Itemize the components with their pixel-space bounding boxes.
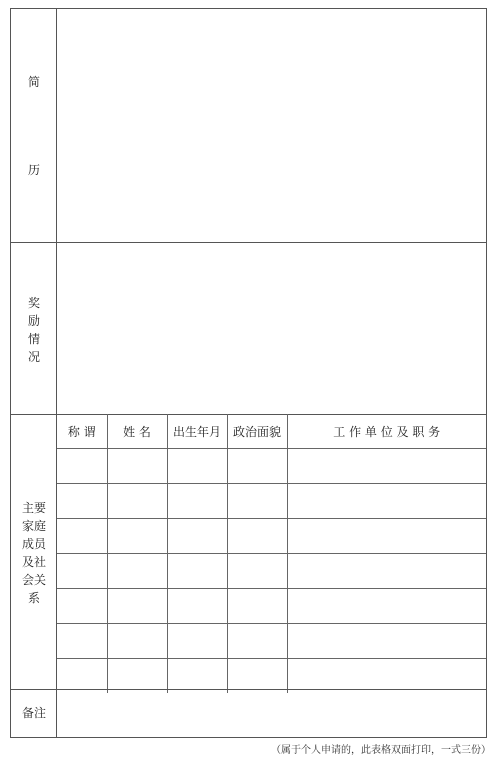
resume-content[interactable] (57, 9, 486, 242)
family-header-row (57, 414, 486, 449)
cell-name[interactable] (107, 554, 167, 589)
remarks-label-cell (11, 689, 57, 737)
table-row (57, 484, 486, 519)
remarks-label: 备注 (21, 706, 46, 720)
cell-political-status[interactable] (227, 589, 287, 624)
cell-work-unit-position[interactable] (287, 589, 486, 624)
cell-work-unit-position[interactable] (287, 554, 486, 589)
cell-work-unit-position[interactable] (287, 659, 486, 694)
awards-label-cell (11, 242, 57, 414)
cell-relation[interactable] (57, 659, 107, 694)
awards-content[interactable] (57, 242, 486, 414)
cell-political-status[interactable] (227, 624, 287, 659)
cell-name[interactable] (107, 659, 167, 694)
family-label-line-2: 家庭 (21, 519, 46, 533)
family-label-line-1: 主要 (21, 501, 46, 515)
cell-political-status[interactable] (227, 484, 287, 519)
header-name: 姓 名 (107, 414, 167, 449)
cell-political-status[interactable] (227, 449, 287, 484)
table-row (57, 449, 486, 484)
table-row (57, 589, 486, 624)
cell-name[interactable] (107, 519, 167, 554)
awards-label-char-3: 情 (27, 332, 40, 346)
family-label-line-6: 系 (27, 591, 40, 605)
cell-relation[interactable] (57, 449, 107, 484)
cell-work-unit-position[interactable] (287, 484, 486, 519)
cell-birth-date[interactable] (167, 449, 227, 484)
cell-political-status[interactable] (227, 659, 287, 694)
cell-political-status[interactable] (227, 519, 287, 554)
cell-work-unit-position[interactable] (287, 449, 486, 484)
awards-section (11, 242, 486, 414)
cell-birth-date[interactable] (167, 554, 227, 589)
table-row (57, 624, 486, 659)
cell-relation[interactable] (57, 484, 107, 519)
family-label-line-4: 及社 (21, 555, 46, 569)
cell-birth-date[interactable] (167, 589, 227, 624)
cell-relation[interactable] (57, 519, 107, 554)
table-row (57, 554, 486, 589)
cell-name[interactable] (107, 589, 167, 624)
cell-relation[interactable] (57, 554, 107, 589)
header-political-status: 政治面貌 (227, 414, 287, 449)
resume-label-char-2: 历 (27, 163, 40, 177)
cell-political-status[interactable] (227, 554, 287, 589)
cell-birth-date[interactable] (167, 519, 227, 554)
cell-work-unit-position[interactable] (287, 519, 486, 554)
family-table (57, 414, 486, 693)
cell-work-unit-position[interactable] (287, 624, 486, 659)
family-label-line-5: 会关 (21, 573, 46, 587)
cell-birth-date[interactable] (167, 484, 227, 519)
resume-section (11, 9, 486, 242)
cell-relation[interactable] (57, 589, 107, 624)
cell-name[interactable] (107, 624, 167, 659)
table-row (57, 519, 486, 554)
cell-birth-date[interactable] (167, 624, 227, 659)
cell-birth-date[interactable] (167, 659, 227, 694)
header-work-unit-position: 工 作 单 位 及 职 务 (287, 414, 486, 449)
footnote: （属于个人申请的，此表格双面打印，一式三份） (271, 745, 491, 756)
header-birth-date: 出生年月 (167, 414, 227, 449)
cell-name[interactable] (107, 484, 167, 519)
awards-label-char-4: 况 (27, 350, 40, 364)
cell-name[interactable] (107, 449, 167, 484)
resume-label-char-1: 简 (27, 75, 40, 89)
cell-relation[interactable] (57, 624, 107, 659)
awards-label-char-1: 奖 (27, 296, 40, 310)
awards-label-char-2: 励 (27, 314, 40, 328)
remarks-content[interactable] (57, 689, 486, 737)
remarks-section (11, 689, 486, 737)
family-label-cell (11, 414, 57, 689)
header-relation: 称 谓 (57, 414, 107, 449)
form-table (10, 8, 487, 738)
family-label-line-3: 成员 (21, 537, 46, 551)
resume-label-cell (11, 9, 57, 242)
table-row (57, 659, 486, 694)
family-section (11, 414, 486, 689)
